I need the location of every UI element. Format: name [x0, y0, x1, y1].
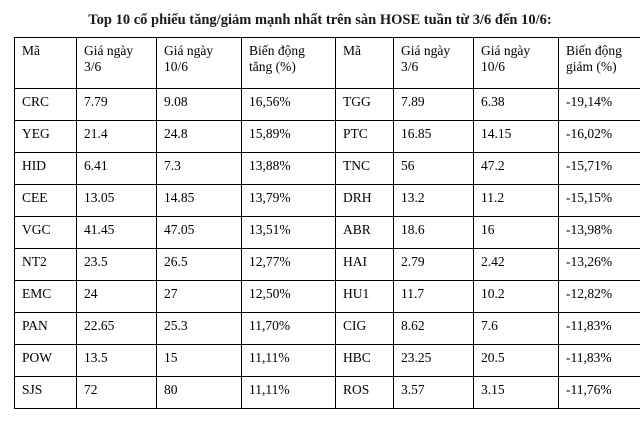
cell-price-0306-gainer: 21.4 [77, 121, 157, 153]
cell-price-1006-loser: 20.5 [474, 345, 559, 377]
cell-symbol-gainer: YEG [15, 121, 77, 153]
cell-price-1006-loser: 3.15 [474, 377, 559, 409]
cell-price-1006-gainer: 80 [157, 377, 242, 409]
cell-symbol-gainer: PAN [15, 313, 77, 345]
cell-change-down: -19,14% [559, 89, 640, 121]
cell-price-1006-loser: 16 [474, 217, 559, 249]
cell-symbol-loser: TGG [336, 89, 394, 121]
cell-symbol-loser: HBC [336, 345, 394, 377]
page-title: Top 10 cổ phiếu tăng/giảm mạnh nhất trên sàn HOSE tuần từ 3/6 đến 10/6: [88, 12, 552, 28]
cell-price-0306-gainer: 6.41 [77, 153, 157, 185]
cell-price-0306-gainer: 72 [77, 377, 157, 409]
cell-change-down: -11,83% [559, 345, 640, 377]
cell-symbol-gainer: CRC [15, 89, 77, 121]
cell-symbol-gainer: EMC [15, 281, 77, 313]
cell-price-1006-gainer: 9.08 [157, 89, 242, 121]
cell-change-down: -11,76% [559, 377, 640, 409]
cell-price-1006-gainer: 47.05 [157, 217, 242, 249]
cell-change-down: -15,15% [559, 185, 640, 217]
column-header-price-0306-losers: Giá ngày 3/6 [394, 38, 474, 89]
cell-change-up: 13,51% [242, 217, 336, 249]
table-row [15, 217, 640, 249]
cell-change-up: 16,56% [242, 89, 336, 121]
cell-price-1006-loser: 47.2 [474, 153, 559, 185]
column-header-change-down: Biến động giảm (%) [559, 38, 640, 89]
cell-price-0306-loser: 23.25 [394, 345, 474, 377]
column-header-change-up: Biến động tăng (%) [242, 38, 336, 89]
cell-price-0306-loser: 56 [394, 153, 474, 185]
column-header-symbol-gainers: Mã [15, 38, 77, 89]
cell-price-1006-loser: 11.2 [474, 185, 559, 217]
cell-symbol-loser: ABR [336, 217, 394, 249]
cell-change-up: 12,77% [242, 249, 336, 281]
table-row [15, 281, 640, 313]
cell-price-1006-gainer: 15 [157, 345, 242, 377]
column-header-symbol-losers: Mã [336, 38, 394, 89]
cell-symbol-gainer: HID [15, 153, 77, 185]
table-row [15, 185, 640, 217]
column-header-price-1006-gainers: Giá ngày 10/6 [157, 38, 242, 89]
cell-price-1006-gainer: 27 [157, 281, 242, 313]
cell-price-1006-loser: 2.42 [474, 249, 559, 281]
cell-price-0306-loser: 2.79 [394, 249, 474, 281]
cell-price-0306-gainer: 7.79 [77, 89, 157, 121]
table-body [15, 89, 640, 409]
cell-symbol-loser: ROS [336, 377, 394, 409]
cell-price-0306-loser: 11.7 [394, 281, 474, 313]
column-header-price-0306-gainers: Giá ngày 3/6 [77, 38, 157, 89]
cell-price-1006-loser: 7.6 [474, 313, 559, 345]
cell-symbol-loser: HAI [336, 249, 394, 281]
cell-symbol-loser: PTC [336, 121, 394, 153]
cell-price-1006-gainer: 24.8 [157, 121, 242, 153]
cell-symbol-gainer: NT2 [15, 249, 77, 281]
cell-change-down: -16,02% [559, 121, 640, 153]
cell-price-0306-loser: 3.57 [394, 377, 474, 409]
cell-change-up: 11,11% [242, 345, 336, 377]
cell-change-up: 13,79% [242, 185, 336, 217]
cell-price-0306-gainer: 13.05 [77, 185, 157, 217]
cell-change-up: 11,11% [242, 377, 336, 409]
cell-price-0306-gainer: 24 [77, 281, 157, 313]
cell-price-0306-gainer: 22.65 [77, 313, 157, 345]
cell-change-down: -13,98% [559, 217, 640, 249]
cell-change-up: 15,89% [242, 121, 336, 153]
cell-price-1006-loser: 10.2 [474, 281, 559, 313]
table-row [15, 89, 640, 121]
table-row [15, 345, 640, 377]
cell-change-down: -12,82% [559, 281, 640, 313]
cell-price-0306-gainer: 13.5 [77, 345, 157, 377]
table-row [15, 153, 640, 185]
cell-price-1006-loser: 6.38 [474, 89, 559, 121]
table-row [15, 377, 640, 409]
cell-price-1006-loser: 14.15 [474, 121, 559, 153]
table-row [15, 121, 640, 153]
cell-symbol-loser: TNC [336, 153, 394, 185]
stock-movers-table [14, 37, 640, 409]
table-header-row [15, 38, 640, 89]
table-container [0, 37, 640, 409]
cell-price-0306-loser: 7.89 [394, 89, 474, 121]
cell-price-1006-gainer: 25.3 [157, 313, 242, 345]
cell-price-0306-gainer: 41.45 [77, 217, 157, 249]
cell-price-0306-gainer: 23.5 [77, 249, 157, 281]
cell-price-0306-loser: 16.85 [394, 121, 474, 153]
table-row [15, 249, 640, 281]
table-header [15, 38, 640, 89]
cell-symbol-gainer: POW [15, 345, 77, 377]
cell-change-up: 11,70% [242, 313, 336, 345]
cell-change-down: -11,83% [559, 313, 640, 345]
cell-change-down: -13,26% [559, 249, 640, 281]
cell-price-0306-loser: 13.2 [394, 185, 474, 217]
cell-change-up: 12,50% [242, 281, 336, 313]
cell-change-up: 13,88% [242, 153, 336, 185]
cell-price-0306-loser: 8.62 [394, 313, 474, 345]
cell-symbol-loser: HU1 [336, 281, 394, 313]
cell-symbol-loser: CIG [336, 313, 394, 345]
table-row [15, 313, 640, 345]
cell-symbol-loser: DRH [336, 185, 394, 217]
cell-change-down: -15,71% [559, 153, 640, 185]
cell-symbol-gainer: SJS [15, 377, 77, 409]
cell-price-0306-loser: 18.6 [394, 217, 474, 249]
cell-symbol-gainer: CEE [15, 185, 77, 217]
cell-price-1006-gainer: 7.3 [157, 153, 242, 185]
cell-price-1006-gainer: 26.5 [157, 249, 242, 281]
cell-symbol-gainer: VGC [15, 217, 77, 249]
cell-price-1006-gainer: 14.85 [157, 185, 242, 217]
column-header-price-1006-losers: Giá ngày 10/6 [474, 38, 559, 89]
